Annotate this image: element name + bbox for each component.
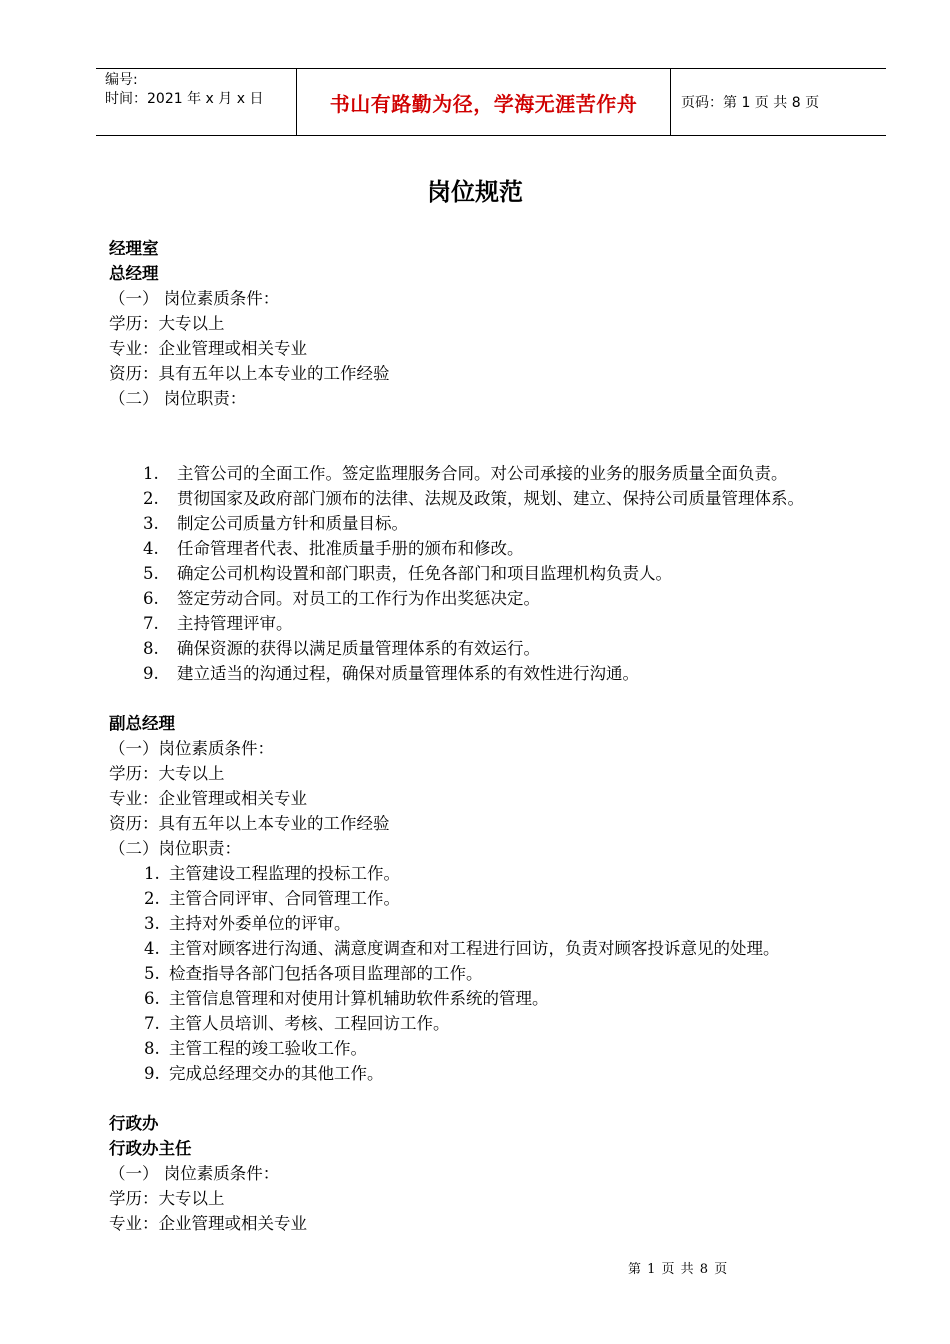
list-item-number: 3. [143, 514, 159, 533]
qualifications-heading: （一） 岗位素质条件： [109, 289, 280, 308]
qualifications-heading: （一） 岗位素质条件： [109, 1164, 280, 1183]
list-item [109, 511, 889, 536]
list-item-number: 5. [144, 964, 160, 983]
list-item-text: 制定公司质量方针和质量目标。 [177, 514, 408, 533]
list-item-text: 主持对外委单位的评审。 [169, 914, 351, 933]
list-item-text: 主管合同评审、合同管理工作。 [169, 889, 400, 908]
page-footer: 第 1 页 共 8 页 [628, 1262, 729, 1277]
list-item-number: 7. [143, 614, 159, 633]
serial-label: 编号: [105, 72, 138, 88]
list-item [109, 986, 889, 1011]
list-item-text: 贯彻国家及政府部门颁布的法律、法规及政策，规划、建立、保持公司质量管理体系。 [177, 489, 804, 508]
list-item-number: 9. [144, 1064, 160, 1083]
list-item-text: 确保资源的获得以满足质量管理体系的有效运行。 [177, 639, 540, 658]
list-item [109, 911, 889, 936]
list-item [109, 886, 889, 911]
list-item-number: 2. [143, 489, 159, 508]
list-item [109, 536, 889, 561]
list-item-text: 主管信息管理和对使用计算机辅助软件系统的管理。 [169, 989, 549, 1008]
list-item-number: 8. [143, 639, 159, 658]
list-item-number: 4. [143, 539, 159, 558]
list-item-text: 确定公司机构设置和部门职责，任免各部门和项目监理机构负责人。 [177, 564, 672, 583]
education-line: 学历：大专以上 [109, 314, 225, 333]
list-item [109, 861, 889, 886]
duties-heading: （二） 岗位职责： [109, 389, 247, 408]
role-heading: 总经理 [109, 264, 159, 283]
list-item-number: 1. [144, 864, 160, 883]
list-item-number: 4. [144, 939, 160, 958]
time-label: 时间：2021 年 x 月 x 日 [105, 91, 264, 107]
list-item [109, 611, 889, 636]
qualifications-heading: （一）岗位素质条件： [109, 739, 274, 758]
list-item-text: 主管建设工程监理的投标工作。 [169, 864, 400, 883]
list-item [109, 1061, 889, 1086]
list-item-number: 6. [143, 589, 159, 608]
role-heading: 副总经理 [109, 714, 175, 733]
list-item-text: 主管人员培训、考核、工程回访工作。 [169, 1014, 450, 1033]
list-item-number: 6. [144, 989, 160, 1008]
department-heading: 行政办 [109, 1114, 159, 1133]
list-item [109, 1011, 889, 1036]
document-body [109, 236, 889, 1236]
list-item [109, 461, 889, 486]
list-item [109, 486, 889, 511]
major-line: 专业：企业管理或相关专业 [109, 1214, 307, 1233]
list-item [109, 961, 889, 986]
list-item [109, 561, 889, 586]
list-item-number: 1. [143, 464, 159, 483]
list-item-text: 任命管理者代表、批准质量手册的颁布和修改。 [177, 539, 524, 558]
list-item-number: 3. [144, 914, 160, 933]
list-item-text: 主持管理评审。 [177, 614, 293, 633]
header-motto: 书山有路勤为径，学海无涯苦作舟 [297, 69, 671, 135]
education-line: 学历：大专以上 [109, 764, 225, 783]
list-item-text: 主管工程的竣工验收工作。 [169, 1039, 367, 1058]
list-item-text: 主管对顾客进行沟通、满意度调查和对工程进行回访，负责对顾客投诉意见的处理。 [169, 939, 780, 958]
document-title: 岗位规范 [427, 178, 523, 206]
duties-list [109, 461, 889, 686]
education-line: 学历：大专以上 [109, 1189, 225, 1208]
list-item-number: 8. [144, 1039, 160, 1058]
department-heading: 经理室 [109, 239, 159, 258]
list-item-number: 9. [143, 664, 159, 683]
list-item-text: 建立适当的沟通过程，确保对质量管理体系的有效性进行沟通。 [177, 664, 639, 683]
header-page-label: 页码：第 1 页 共 8 页 [681, 95, 820, 111]
list-item-text: 签定劳动合同。对员工的工作行为作出奖惩决定。 [177, 589, 540, 608]
major-line: 专业：企业管理或相关专业 [109, 339, 307, 358]
list-item [109, 586, 889, 611]
role-heading: 行政办主任 [109, 1139, 192, 1158]
experience-line: 资历：具有五年以上本专业的工作经验 [109, 814, 390, 833]
list-item-text: 完成总经理交办的其他工作。 [169, 1064, 384, 1083]
list-item [109, 636, 889, 661]
duties-list [109, 861, 889, 1086]
list-item-number: 7. [144, 1014, 160, 1033]
list-item-number: 2. [144, 889, 160, 908]
header-meta-cell [96, 69, 297, 135]
list-item-text: 主管公司的全面工作。签定监理服务合同。对公司承接的业务的服务质量全面负责。 [177, 464, 788, 483]
header-table [96, 68, 886, 136]
list-item-number: 5. [143, 564, 159, 583]
list-item-text: 检查指导各部门包括各项目监理部的工作。 [169, 964, 483, 983]
list-item [109, 936, 889, 961]
duties-heading: （二）岗位职责： [109, 839, 241, 858]
list-item [109, 1036, 889, 1061]
list-item [109, 661, 889, 686]
major-line: 专业：企业管理或相关专业 [109, 789, 307, 808]
experience-line: 资历：具有五年以上本专业的工作经验 [109, 364, 390, 383]
